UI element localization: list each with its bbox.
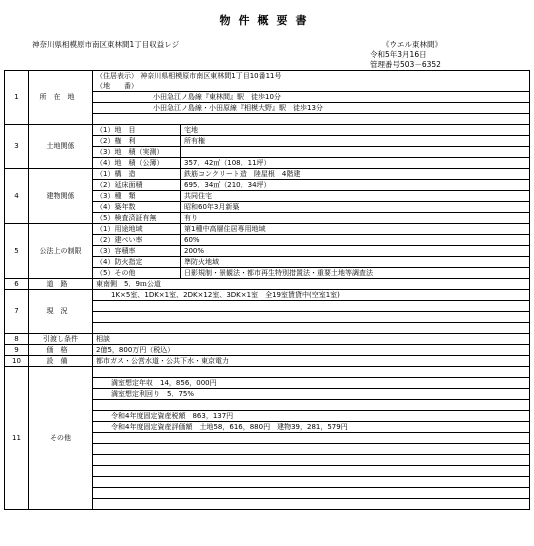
property-tax: 令和4年度固定資産税額 863，137円: [93, 411, 530, 422]
land-key: （2）権 利: [93, 136, 181, 147]
empty-cell: [93, 477, 530, 488]
land-key: （1）地 目: [93, 125, 181, 136]
zoning-key: （3）容積率: [93, 246, 181, 257]
empty-cell: [93, 114, 530, 125]
land-key: （3）地 積（実測）: [93, 147, 181, 158]
table-row: [5, 125, 530, 136]
section-label: 所在地: [29, 71, 93, 125]
section-number: 10: [5, 356, 29, 367]
zoning-key: （4）防火指定: [93, 257, 181, 268]
empty-cell: [93, 499, 530, 510]
section-number: 7: [5, 290, 29, 334]
document-date: 令和5年3月16日: [370, 50, 427, 59]
station-1: 小田急江ノ島線『東林間』駅 徒歩10分: [93, 92, 530, 103]
section-label: 公法上の制限: [29, 224, 93, 279]
property-name: 《ウエル東林間》: [382, 40, 442, 49]
table-row: [5, 367, 530, 378]
section-label: 価格: [29, 345, 93, 356]
property-location-heading: 神奈川県相模原市南区東林間1丁目収益レジ: [32, 40, 180, 49]
address-cell: [93, 71, 530, 82]
handover-value: 相談: [93, 334, 530, 345]
section-label: 引渡し条件: [29, 334, 93, 345]
table-row: [5, 224, 530, 235]
zoning-value: 200%: [181, 246, 530, 257]
section-label: 道路: [29, 279, 93, 290]
management-number: 管理番号503－6352: [370, 60, 441, 69]
station-2: 小田急江ノ島線・小田原線『相模大野』駅 徒歩13分: [93, 103, 530, 114]
assessed-value: 令和4年度固定資産評価額 土地58，616，880円 建物39，281，579円: [93, 422, 530, 433]
table-row: [5, 71, 530, 82]
zoning-key: （5）その他: [93, 268, 181, 279]
building-key: （2）延床面積: [93, 180, 181, 191]
building-value: 昭和60年3月新築: [181, 202, 530, 213]
section-label: 土地関係: [29, 125, 93, 169]
section-number: 6: [5, 279, 29, 290]
table-row: [5, 290, 530, 301]
address-value: 神奈川県相模原市南区東林間1丁目10番11号: [140, 71, 282, 80]
section-number: 11: [5, 367, 29, 510]
section-label: 設備: [29, 356, 93, 367]
empty-cell: [93, 433, 530, 444]
zoning-value: 日影規制・景観法・都市再生特別措置法・重要土地等調査法: [181, 268, 530, 279]
empty-cell: [93, 367, 530, 378]
page-title: 物件概要書: [219, 14, 315, 27]
section-number: 5: [5, 224, 29, 279]
building-value: 有り: [181, 213, 530, 224]
section-label: その他: [29, 367, 93, 510]
empty-cell: [93, 400, 530, 411]
building-key: （3）種 類: [93, 191, 181, 202]
section-number: 1: [5, 71, 29, 125]
empty-cell: [93, 323, 530, 334]
empty-cell: [93, 301, 530, 312]
empty-cell: [93, 455, 530, 466]
building-value: 共同住宅: [181, 191, 530, 202]
empty-cell: [93, 444, 530, 455]
table-row: [5, 334, 530, 345]
utilities-value: 都市ガス・公営水道・公共下水・東京電力: [93, 356, 530, 367]
table-row: [5, 356, 530, 367]
property-summary-table: [4, 70, 530, 510]
zoning-key: （1）用途地域: [93, 224, 181, 235]
land-value: 所有権: [181, 136, 530, 147]
section-number: 3: [5, 125, 29, 169]
road-value: 東南側 5．9ｍ公道: [93, 279, 530, 290]
section-number: 8: [5, 334, 29, 345]
zoning-value: 準防火地域: [181, 257, 530, 268]
zoning-value: 60%: [181, 235, 530, 246]
zoning-value: 第1種中高層住居専用地域: [181, 224, 530, 235]
empty-cell: [93, 488, 530, 499]
building-key: （1）構 造: [93, 169, 181, 180]
building-value: 鉄筋コンクリート造 陸屋根 4階建: [181, 169, 530, 180]
section-label: 現況: [29, 290, 93, 334]
section-number: 9: [5, 345, 29, 356]
land-value: [181, 147, 530, 158]
empty-cell: [93, 312, 530, 323]
price-value: 2億5，800万円（税込）: [93, 345, 530, 356]
land-value: 357．42㎡（108．11坪）: [181, 158, 530, 169]
zoning-key: （2）建ぺい率: [93, 235, 181, 246]
expected-income: 満室想定年収 14，856，000円: [93, 378, 530, 389]
expected-yield: 満室想定利回り 5．75%: [93, 389, 530, 400]
land-value: 宅地: [181, 125, 530, 136]
lot-label: （地 番）: [93, 81, 530, 92]
empty-cell: [93, 466, 530, 477]
section-number: 4: [5, 169, 29, 224]
building-value: 695．34㎡（210．34坪）: [181, 180, 530, 191]
table-row: [5, 279, 530, 290]
section-label: 建物関係: [29, 169, 93, 224]
table-row: [5, 169, 530, 180]
building-key: （5）検査済証有無: [93, 213, 181, 224]
building-key: （4）築年数: [93, 202, 181, 213]
status-value: 1K×5室、1DK×1室、2DK×12室、3DK×1室 全19室賃貸中(空室1室): [93, 290, 530, 301]
address-label: （住居表示）: [96, 71, 138, 80]
land-key: （4）地 積（公簿）: [93, 158, 181, 169]
table-row: [5, 345, 530, 356]
